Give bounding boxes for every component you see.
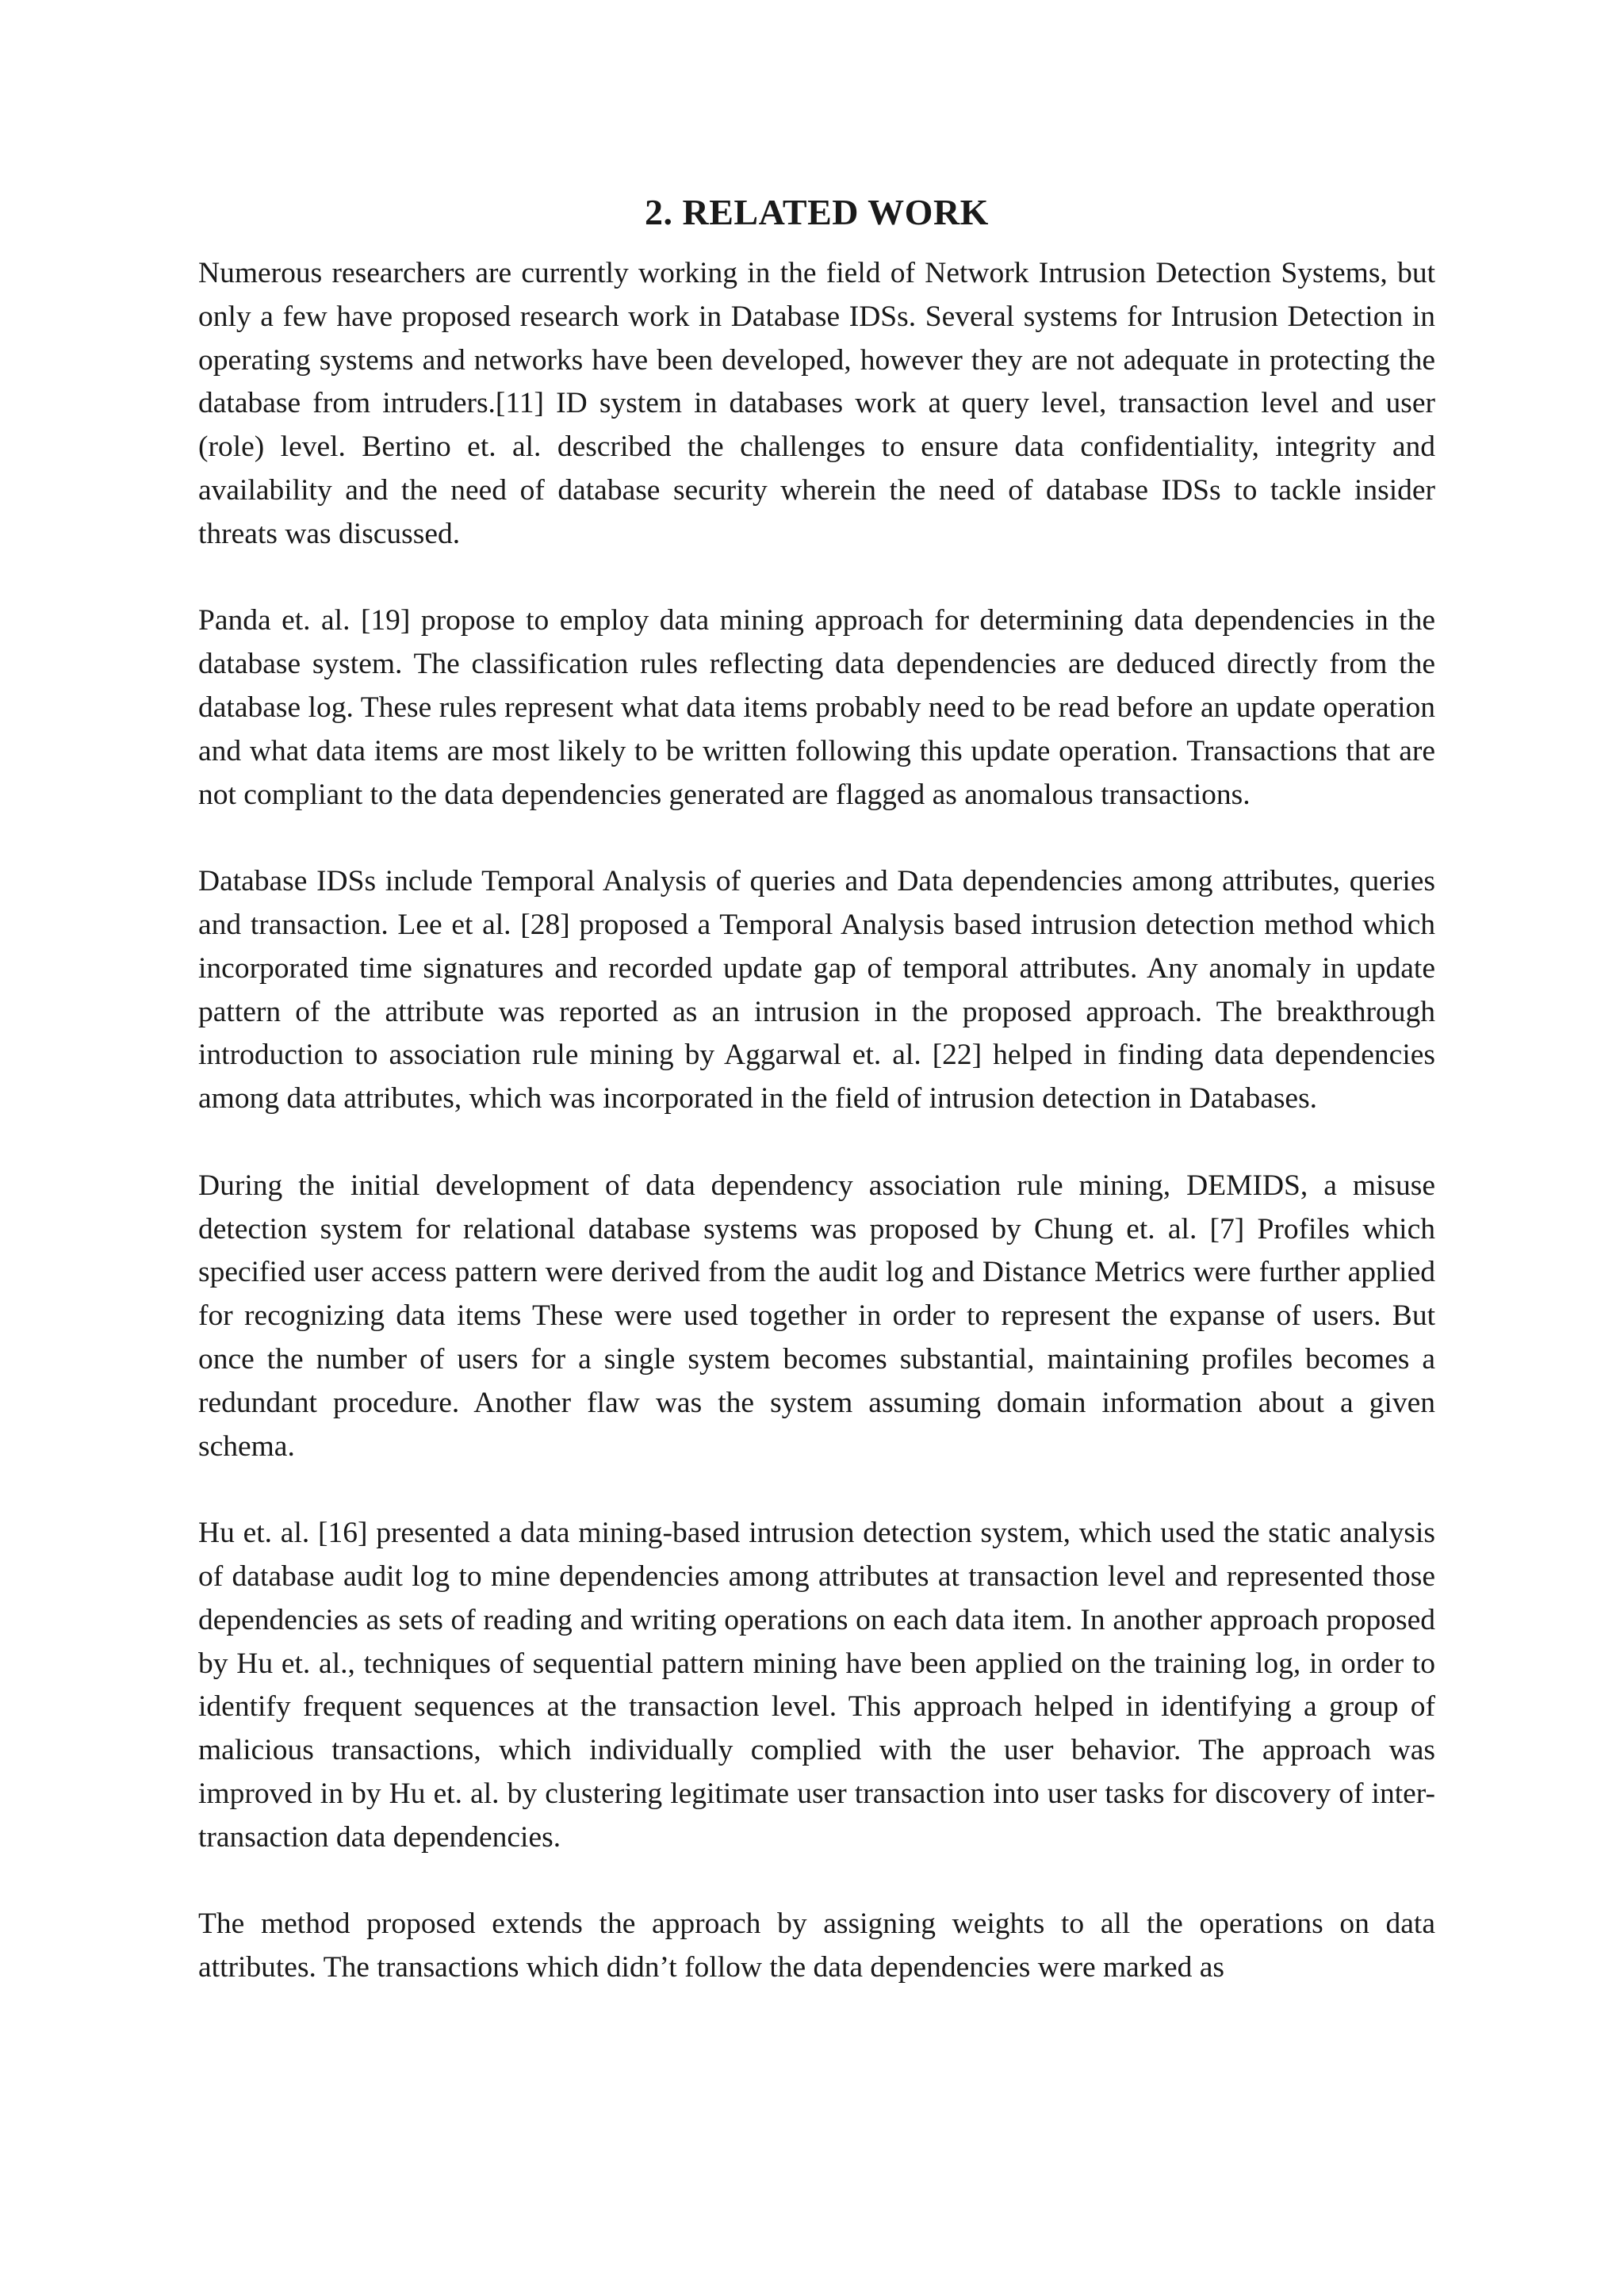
- document-page: [198, 189, 1435, 1990]
- paragraph-temporal-analysis: Database IDSs include Temporal Analysis of queries and Data dependencies among attributes, queries and transaction. Lee et al. [28] proposed a Temporal Analysis based intrusion detection method which incorporated time signatures and recorded update gap of temporal attributes. Any anomaly in update pattern of the attribute was reported as an intrusion in the proposed approach. The breakthrough introduction to association rule mining by Aggarwal et. al. [22] helped in finding data dependencies among data attributes, which was incorporated in the field of intrusion detection in Databases.: [198, 865, 1435, 1115]
- paragraph-intro: Numerous researchers are currently working in the field of Network Intrusion Detection Systems, but only a few have proposed research work in Database IDSs. Several systems for Intrusion Detection in operating systems and networks have been developed, however they are not adequate in protecting the database from intruders.[11] ID system in databases work at query level, transaction level and user (role) level. Bertino et. al. described the challenges to ensure data confidentiality, integrity and availability and the need of database security wherein the need of database IDSs to tackle insider threats was discussed.: [198, 257, 1435, 550]
- paragraph-panda: Panda et. al. [19] propose to employ data mining approach for determining data dependencies in the database system. The classification rules reflecting data dependencies are deduced directly from the database log. These rules represent what data items probably need to be read before an update operation and what data items are most likely to be written following this update operation. Transactions that are not compliant to the data dependencies generated are flagged as anomalous transactions.: [198, 604, 1435, 811]
- paragraph-demids: During the initial development of data dependency association rule mining, DEMIDS, a misuse detection system for relational database systems was proposed by Chung et. al. [7] Profiles which specified user access pattern were derived from the audit log and Distance Metrics were further applied for recognizing data items These were used together in order to represent the expanse of users. But once the number of users for a single system becomes substantial, maintaining profiles becomes a redundant procedure. Another flaw was the system assuming domain information about a given schema.: [198, 1169, 1435, 1463]
- section-heading: 2. RELATED WORK: [645, 192, 989, 232]
- paragraph-hu: Hu et. al. [16] presented a data mining-based intrusion detection system, which used the static analysis of database audit log to mine dependencies among attributes at transaction level and represented those dependencies as sets of reading and writing operations on each data item. In another approach proposed by Hu et. al., techniques of sequential pattern mining have been applied on the training log, in order to identify frequent sequences at the transaction level. This approach helped in identifying a group of malicious transactions, which individually complied with the user behavior. The approach was improved in by Hu et. al. by clustering legitimate user transaction into user tasks for discovery of inter-transaction data dependencies.: [198, 1517, 1435, 1854]
- paragraph-method-proposed: The method proposed extends the approach by assigning weights to all the operations on data attributes. The transactions which didn’t follow the data dependencies were marked as: [198, 1908, 1435, 1984]
